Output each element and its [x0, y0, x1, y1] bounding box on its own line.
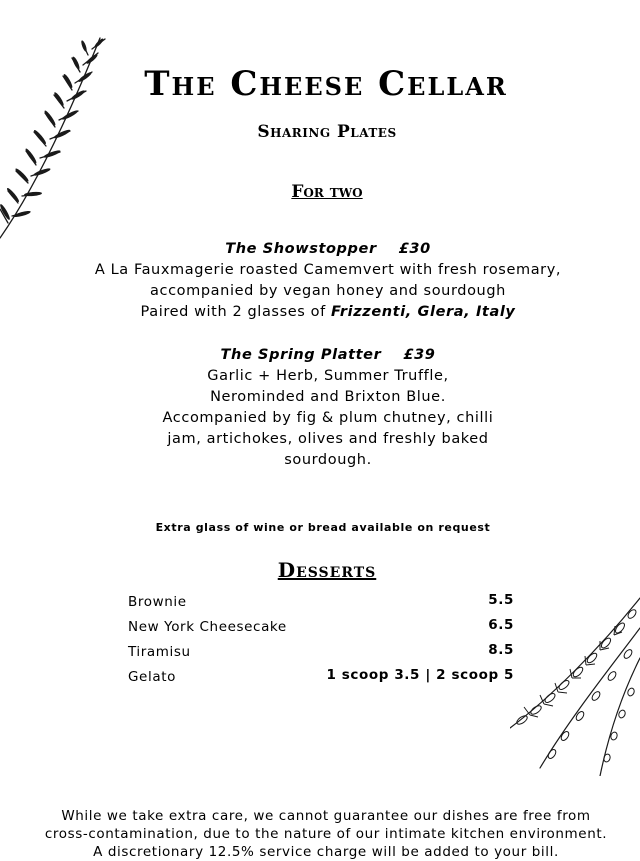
plate-header [0, 345, 640, 366]
plate-price: £30 [398, 241, 431, 257]
plate-description-line: Garlic + Herb, Summer Truffle, [207, 368, 449, 384]
service-charge-line: A discretionary 12.5% service charge will be added to your bill. [93, 844, 559, 860]
section-heading-desserts: Desserts [277, 558, 377, 582]
dessert-item [128, 615, 514, 640]
dessert-price: 6.5 [488, 617, 514, 633]
dessert-price: 1 scoop 3.5 | 2 scoop 5 [326, 667, 514, 683]
plate-description-line: sourdough. [284, 452, 372, 468]
dessert-price: 8.5 [488, 642, 514, 658]
disclaimer-line: While we take extra care, we cannot guarantee our dishes are free from [61, 808, 591, 824]
restaurant-title: The Cheese Cellar [144, 64, 508, 104]
plate-description-line: Nerominded and Brixton Blue. [210, 389, 446, 405]
plate-item [0, 239, 640, 323]
lavender-illustration [510, 588, 640, 776]
dessert-name: New York Cheesecake [128, 619, 287, 635]
plate-description-line: Accompanied by fig & plum chutney, chilli [162, 410, 494, 426]
plate-name: The Showstopper [225, 241, 377, 257]
dessert-name: Tiramisu [128, 644, 191, 660]
disclaimer-line: cross-contamination, due to the nature of our intimate kitchen environment. [44, 826, 608, 842]
plate-header [0, 239, 640, 260]
dessert-item [128, 590, 514, 615]
plate-description-line: jam, artichokes, olives and freshly baked [167, 431, 489, 447]
section-heading-for-two: For two [291, 182, 363, 202]
dessert-list [128, 590, 514, 690]
dessert-price: 5.5 [488, 592, 514, 608]
plate-pairing-line [0, 302, 640, 323]
dessert-item [128, 665, 514, 690]
pairing-prefix: Paired with 2 glasses of [140, 304, 332, 320]
dessert-item [128, 640, 514, 665]
plate-item [0, 345, 640, 471]
pairing-wine: Frizzenti, Glera, Italy [331, 304, 516, 320]
dessert-name: Brownie [128, 594, 187, 610]
plate-description-line: accompanied by vegan honey and sourdough [150, 283, 506, 299]
request-note: Extra glass of wine or bread available on request [155, 521, 491, 534]
menu-subtitle: Sharing Plates [257, 122, 397, 142]
dessert-name: Gelato [128, 669, 176, 685]
plate-description-line: A La Fauxmagerie roasted Camemvert with fresh rosemary, [94, 262, 562, 278]
plate-price: £39 [403, 347, 436, 363]
plate-name: The Spring Platter [220, 347, 382, 363]
